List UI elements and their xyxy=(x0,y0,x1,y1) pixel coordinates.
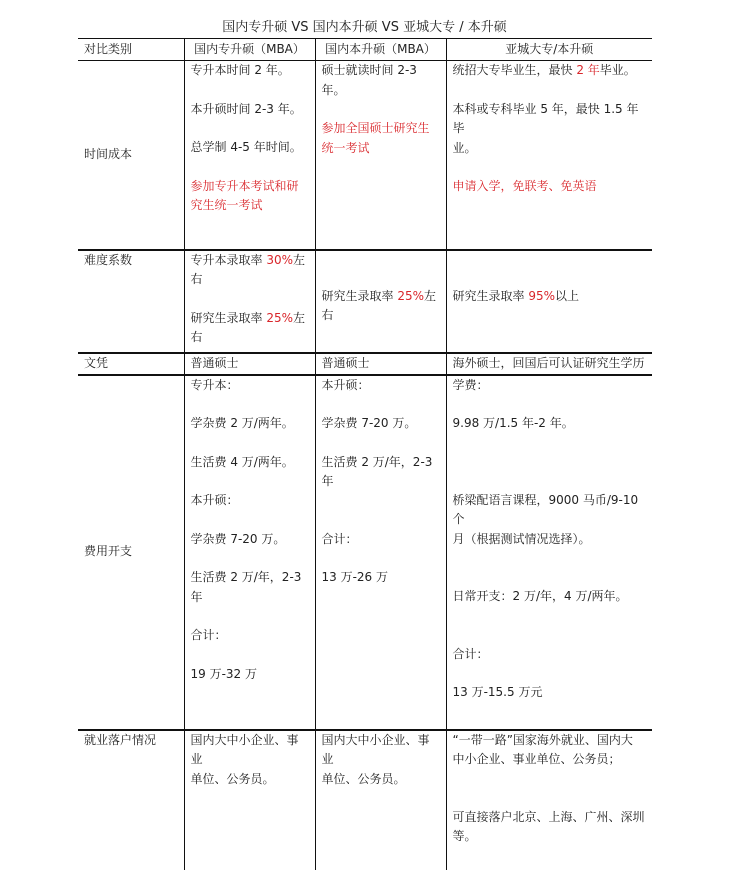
header-yacheng: 亚城大专/本升硕 xyxy=(446,39,652,61)
table-header-row xyxy=(78,39,652,61)
cell-time-col3: 统招大专毕业生，最快 2 年毕业。 本科或专科毕业 5 年，最快 1.5 年毕 业。 申请入学，免联考、免英语 xyxy=(446,61,652,250)
cell-difficulty-col2: 研究生录取率 25%左 右 xyxy=(315,250,446,353)
cell-employment-col1: 国内大中小企业、事业 单位、公务员。 xyxy=(184,730,315,870)
cell-employment-col2: 国内大中小企业、事业 单位、公务员。 xyxy=(315,730,446,870)
cell-cost-col2: 本升硕： 学杂费 7-20 万。 生活费 2 万/年，2-3 年 合计： 13 万-26 万 xyxy=(315,375,446,730)
comparison-table xyxy=(78,38,652,870)
row-label-diploma: 文凭 xyxy=(78,353,184,375)
cell-employment-col3: “一带一路”国家海外就业、国内大 中小企业、事业单位、公务员； 可直接落户北京、上海、广州、深圳 等。 xyxy=(446,730,652,870)
cell-difficulty-col3: 研究生录取率 95%以上 xyxy=(446,250,652,353)
table-row-employment xyxy=(78,730,652,870)
header-category: 对比类别 xyxy=(78,39,184,61)
cell-time-col1: 专升本时间 2 年。 本升硕时间 2-3 年。 总学制 4-5 年时间。 参加专升本考试和研 究生统一考试 xyxy=(184,61,315,250)
row-label-time-cost: 时间成本 xyxy=(78,61,184,250)
row-label-employment: 就业落户情况 xyxy=(78,730,184,870)
cell-diploma-col2: 普通硕士 xyxy=(315,353,446,375)
header-domestic-zhuan: 国内专升硕（MBA） xyxy=(184,39,315,61)
page-title: 国内专升硕 VS 国内本升硕 VS 亚城大专 / 本升硕 xyxy=(222,20,507,35)
table-row-time-cost xyxy=(78,61,652,250)
table-row-difficulty xyxy=(78,250,652,353)
cell-cost-col1: 专升本： 学杂费 2 万/两年。 生活费 4 万/两年。 本升硕： 学杂费 7-20 万。 生活费 2 万/年，2-3 年 合计： 19 万-32 万 xyxy=(184,375,315,730)
cell-cost-col3: 学费： 9.98 万/1.5 年-2 年。 桥梁配语言课程，9000 马币/9-10 个 月（根据测试情况选择）。 日常开支：2 万/年，4 万/两年。 合计： 13 万-15.5 万元 xyxy=(446,375,652,730)
row-label-cost: 费用开支 xyxy=(78,375,184,730)
cell-time-col2: 硕士就读时间 2-3 年。 参加全国硕士研究生 统一考试 xyxy=(315,61,446,250)
header-domestic-ben: 国内本升硕（MBA） xyxy=(315,39,446,61)
cell-diploma-col3: 海外硕士，回国后可认证研究生学历 xyxy=(446,353,652,375)
table-row-diploma xyxy=(78,353,652,375)
row-label-difficulty: 难度系数 xyxy=(78,250,184,353)
cell-diploma-col1: 普通硕士 xyxy=(184,353,315,375)
table-row-cost xyxy=(78,375,652,730)
cell-difficulty-col1: 专升本录取率 30%左 右 研究生录取率 25%左 右 xyxy=(184,250,315,353)
